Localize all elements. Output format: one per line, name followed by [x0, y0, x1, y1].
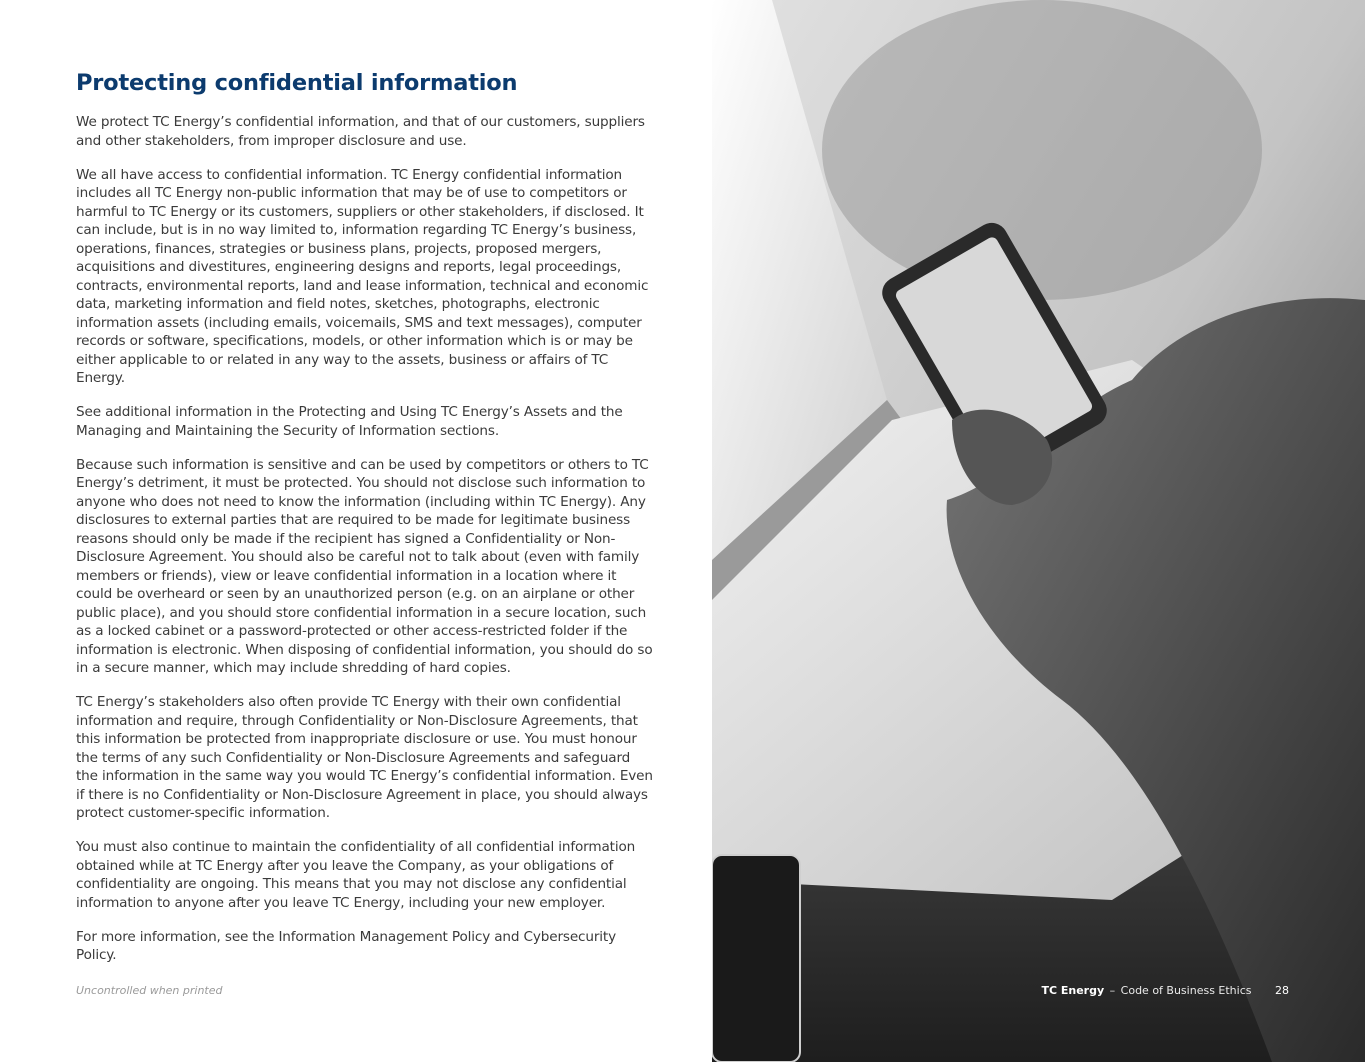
footer-document-title: Code of Business Ethics — [1120, 984, 1252, 997]
hero-photo — [712, 0, 1365, 1062]
uncontrolled-note: Uncontrolled when printed — [76, 984, 223, 997]
paragraph-after-leaving: You must also continue to maintain the confidentiality of all confidential information obtained while at TC Energy after you leave the Company, as your obligations of confidentiality are ongoing. This means that you may not disclose any confidential information to anyone after you leave TC Energy, including your new employer. — [76, 839, 636, 911]
page-footer — [1041, 984, 1289, 997]
body-text — [76, 113, 656, 980]
paragraph-stakeholders: TC Energy’s stakeholders also often provide TC Energy with their own confidential information and require, through Confidentiality or Non-Disclosure Agreements, that this information be protected from inappropriate disclosure or use. You must honour the terms of any such Confidentiality or Non-Disclosure Agreements and safeguard the information in the same way you would TC Energy’s confidential information. Even if there is no Confidentiality or Non-Disclosure Agreement in place, you should always protect customer-specific information. — [76, 694, 653, 821]
page-number: 28 — [1275, 984, 1289, 997]
paragraph-definition: We all have access to confidential information. TC Energy confidential information includes all TC Energy non-public information that may be of use to competitors or harmful to TC Energy or its customers, suppliers or other stakeholders, if disclosed. It can include, but is in no way limited to, information regarding TC Energy’s business, operations, finances, strategies or business plans, projects, proposed mergers, acquisitions and divestitures, engineering designs and reports, legal proceedings, contracts, environmental reports, land and lease information, technical and economic data, marketing information and field notes, sketches, photographs, electronic information assets (including emails, voicemails, SMS and text messages), computer records or software, specifications, models, or other information which is or may be either applicable to or related in any way to the assets, business or affairs of TC Energy. — [76, 166, 649, 386]
paragraph-intro: We protect TC Energy’s confidential information, and that of our customers, suppliers and other stakeholders, from improper disclosure and use. — [76, 114, 645, 149]
paragraph-protection: Because such information is sensitive and can be used by competitors or others to TC Energy’s detriment, it must be protected. You should not disclose such information to anyone who does not need to know the information (including within TC Energy). Any disclosures to external parties that are required to be made for legitimate business reasons should only be made if the recipient has signed a Confidentiality or Non-Disclosure Agreement. You should also be careful not to talk about (even with family members or friends), view or leave confidential information in a location where it could be overheard or seen by an unauthorized person (e.g. on an airplane or other public place), and you should store confidential information in a secure location, such as a locked cabinet or a password-protected or other access-restricted folder if the information is electronic. When disposing of confidential information, you should do so in a secure manner, which may include shredding of hard copies. — [76, 456, 653, 676]
footer-separator: – — [1109, 984, 1116, 997]
footer-brand: TC Energy — [1041, 984, 1105, 997]
paragraph-see-also: See additional information in the Protecting and Using TC Energy’s Assets and the Managing and Maintaining the Security of Information sections. — [76, 404, 623, 439]
paragraph-more-info: For more information, see the Information Management Policy and Cybersecurity Policy. — [76, 928, 616, 963]
page-title: Protecting confidential information — [76, 70, 518, 96]
laptop-phone-illustration — [712, 0, 1365, 1062]
